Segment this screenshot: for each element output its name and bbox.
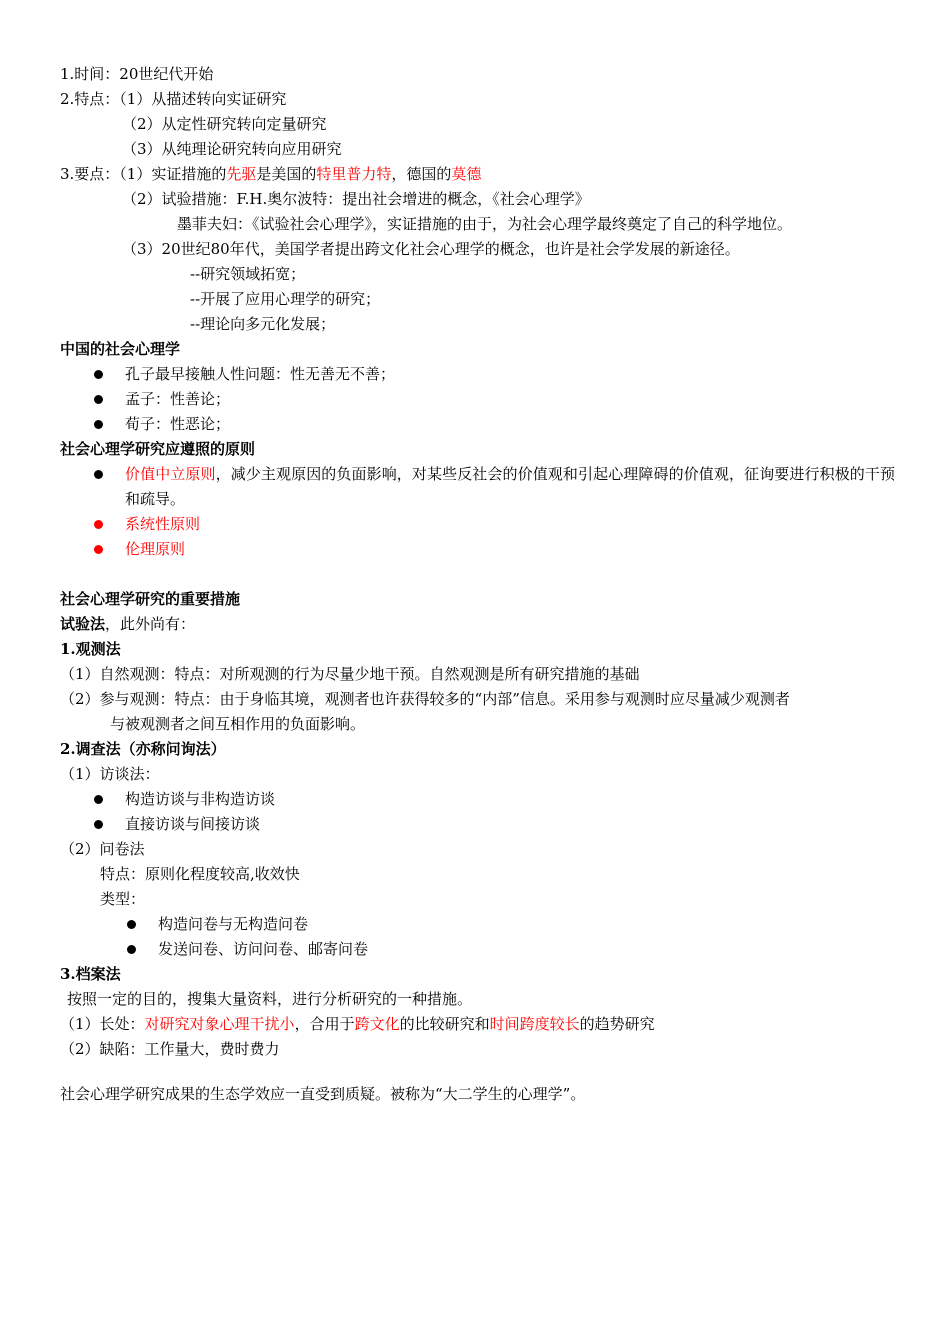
questionnaire-label: （2）问卷法: [60, 840, 145, 858]
questionnaire-item-text: 构造问卷与无构造问卷: [158, 915, 309, 933]
archive-description: 按照一定的目的，搜集大量资料，进行分析研究的一种措施。: [67, 990, 473, 1008]
questionnaire-feature: 特点：原则化程度较高,收效快: [100, 865, 300, 883]
bullet-icon: [127, 945, 136, 954]
adv-highlight-3: 时间跨度较长: [489, 1015, 580, 1033]
bullet-icon: [94, 545, 103, 554]
pioneer-highlight: 先驱: [226, 165, 257, 183]
china-item-text: 孔子最早接触人性问题：性无善无不善；: [125, 365, 396, 383]
keypoints-text-e: ，德国的: [391, 165, 452, 183]
experimental-measures-line: （2）试验措施：F.H.奥尔波特：提出社会增进的概念，《社会心理学》: [122, 190, 590, 208]
survey-heading: 2.调查法（亦称问询法）: [60, 740, 226, 758]
value-neutral-highlight: 价值中立原则: [125, 465, 216, 483]
china-item-text: 孟子：性善论；: [125, 390, 231, 408]
bullet-icon: [94, 370, 103, 379]
adv-label: （1）长处：: [60, 1015, 145, 1033]
keypoints-text-a: 3.要点：（1）实证措施的: [60, 165, 227, 183]
bullet-icon: [94, 395, 103, 404]
interview-label: （1）访谈法：: [60, 765, 160, 783]
observation-heading: 1.观测法: [60, 640, 121, 658]
measures-intro: [60, 612, 195, 637]
interview-item-text: 直接访谈与间接访谈: [125, 815, 261, 833]
participant-observation-2: 与被观测者之间互相作用的负面影响。: [110, 715, 366, 733]
participant-observation-1: （2）参与观测：特点：由于身临其境，观测者也许获得较多的“内部”信息。采用参与观测时应尽量减少观测者: [60, 690, 790, 708]
adv-highlight-1: 对研究对象心理干扰小: [144, 1015, 295, 1033]
adv-highlight-2: 跨文化: [354, 1015, 400, 1033]
questionnaire-item-text: 发送问卷、访问问卷、邮寄问卷: [158, 940, 369, 958]
principle-description: ，减少主观原因的负面影响，对某些反社会的价值观和引起心理障碍的价值观，征询要进行积极的干预和疏导。: [125, 465, 895, 508]
bullet-icon: [94, 520, 103, 529]
adv-text-c: ，合用于: [294, 1015, 355, 1033]
bullet-icon: [94, 420, 103, 429]
archive-heading: 3.档案法: [60, 965, 121, 983]
cross-cultural-line: （3）20世纪80年代，美国学者提出跨文化社会心理学的概念，也许是社会学发展的新途径。: [122, 240, 740, 258]
adv-text-g: 的趋势研究: [579, 1015, 655, 1033]
archive-disadvantages: （2）缺陷：工作量大，费时费力: [60, 1040, 280, 1058]
bullet-icon: [94, 470, 103, 479]
adv-text-e: 的比较研究和: [399, 1015, 490, 1033]
features-line-3: （3）从纯理论研究转向应用研究: [122, 140, 342, 158]
triplett-highlight: 特里普力特: [316, 165, 392, 183]
dash-item-1: --研究领域拓宽；: [190, 265, 306, 283]
principle-text: [125, 462, 895, 512]
time-line: 1.时间：20世纪代开始: [60, 65, 214, 83]
footer-note: 社会心理学研究成果的生态学效应一直受到质疑。被称为“大二学生的心理学”。: [60, 1085, 586, 1103]
archive-advantages: [60, 1012, 655, 1037]
principle-ethics: 伦理原则: [125, 540, 186, 558]
natural-observation: （1）自然观测：特点：对所观测的行为尽量少地干预。自然观测是所有研究措施的基础: [60, 665, 640, 683]
bullet-icon: [127, 920, 136, 929]
principles-heading: 社会心理学研究应遵照的原则: [60, 440, 256, 458]
features-line-1: 2.特点：（1）从描述转向实证研究: [60, 90, 287, 108]
murphy-line: 墨菲夫妇：《试验社会心理学》，实证措施的由于，为社会心理学最终奠定了自己的科学地位。: [177, 215, 793, 233]
measures-intro-rest: ，此外尚有：: [105, 615, 196, 633]
bullet-icon: [94, 795, 103, 804]
interview-item-text: 构造访谈与非构造访谈: [125, 790, 276, 808]
bullet-icon: [94, 820, 103, 829]
experiment-method: 试验法: [60, 615, 106, 633]
china-item-text: 荀子：性恶论；: [125, 415, 231, 433]
keypoints-line-1: [60, 162, 481, 187]
principle-systematic: 系统性原则: [125, 515, 201, 533]
features-line-2: （2）从定性研究转向定量研究: [122, 115, 327, 133]
china-heading: 中国的社会心理学: [60, 340, 181, 358]
measures-heading: 社会心理学研究的重要措施: [60, 590, 241, 608]
keypoints-text-c: 是美国的: [256, 165, 317, 183]
questionnaire-type: 类型：: [100, 890, 146, 908]
dash-item-3: --理论向多元化发展；: [190, 315, 336, 333]
dash-item-2: --开展了应用心理学的研究；: [190, 290, 381, 308]
moede-highlight: 莫德: [451, 165, 482, 183]
